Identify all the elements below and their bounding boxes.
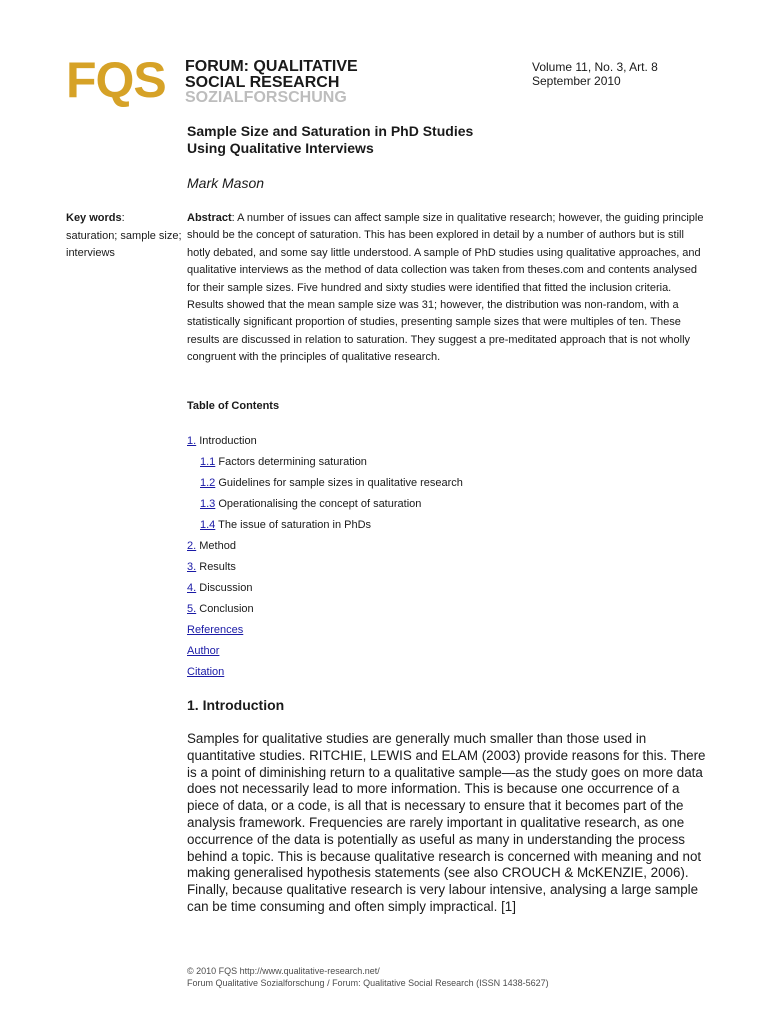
toc-link-5[interactable]: 5. [187,603,197,615]
toc-label: The issue of saturation in PhDs [218,519,372,531]
toc-label: Introduction [199,435,257,447]
toc-label: Factors determining saturation [218,456,367,468]
footer-copyright: © 2010 FQS http://www.qualitative-research.net/ [187,966,380,976]
toc-item-guidelines [187,476,463,497]
issue-date: September 2010 [532,74,621,88]
toc-link-1-3[interactable]: 1.3 [200,498,216,510]
toc-link-1-2[interactable]: 1.2 [200,477,216,489]
volume-number: Volume 11, No. 3, Art. 8 [532,60,658,74]
toc-link-references[interactable]: References [187,624,244,636]
toc-link-1-4[interactable]: 1.4 [200,519,216,531]
toc-link-1[interactable]: 1. [187,435,197,447]
toc-label: Conclusion [199,603,254,615]
toc-item-results [187,560,463,581]
toc-item-discussion [187,581,463,602]
toc-item-saturation-phds [187,518,463,539]
abstract-label: Abstract [187,212,232,224]
logo-line-sozialforschung: SOZIALFORSCHUNG [185,89,347,106]
toc-item-factors [187,455,463,476]
article-title-line-2: Using Qualitative Interviews [187,140,374,156]
toc-link-author[interactable]: Author [187,645,220,657]
toc-link-citation[interactable]: Citation [187,666,225,678]
toc-item-citation [187,665,463,686]
toc-link-1-1[interactable]: 1.1 [200,456,216,468]
page-footer [187,966,549,989]
keywords-label: Key words [66,212,122,224]
toc-item-references [187,623,463,644]
table-of-contents [187,434,463,686]
issue-info [532,60,658,88]
toc-link-2[interactable]: 2. [187,540,197,552]
toc-label: Discussion [199,582,253,594]
abstract-text: : A number of issues can affect sample size in qualitative research; however, the guiding principle should be the concept of saturation. This has been explored in detail by a number of authors but is still hotly debated, and some say little understood. A sample of PhD studies using qualitative approaches, and qualitative interviews as the method of data collection was taken from theses.com and contents analysed for their sample sizes. Five hundred and sixty studies were identified that fitted the inclusion criteria. Results showed that the mean sample size was 31; however, the distribution was non-random, with a statistically significant proportion of studies, presenting sample sizes that were multiples of ten. These results are discussed in relation to saturation. They suggest a pre-meditated approach that is not wholly congruent with the principles of qualitative research. [187,212,704,364]
toc-item-conclusion [187,602,463,623]
logo-line-social-research: SOCIAL RESEARCH [185,73,340,91]
introduction-paragraph: Samples for qualitative studies are generally much smaller than those used in quantitative studies. RITCHIE, LEWIS and ELAM (2003) provide reasons for this. There is a point of diminishing return to a qualitative sample—as the study goes on more data does not necessarily lead to more information. This is because one occurrence of a piece of data, or a code, is all that is necessary to ensure that it becomes part of the analysis framework. Frequencies are rarely important in qualitative research, as one occurrence of the data is potentially as useful as many in understanding the process behind a topic. This is because qualitative research is concerned with meaning and not making generalised hypothesis statements (see also CROUCH & McKENZIE, 2006). Finally, because qualitative research is very labour intensive, analysing a large sample can be time consuming and often simply impractical. [1] [187,731,706,914]
toc-label: Results [199,561,236,573]
toc-item-author [187,644,463,665]
toc-label: Guidelines for sample sizes in qualitative research [218,477,463,489]
article-title [187,123,473,157]
toc-label: Operationalising the concept of saturation [218,498,422,510]
toc-link-3[interactable]: 3. [187,561,197,573]
logo-line-forum: FORUM: QUALITATIVE [185,58,358,75]
article-author: Mark Mason [187,175,265,191]
footer-journal-info: Forum Qualitative Sozialforschung / Forum: Qualitative Social Research (ISSN 1438-5627) [187,977,549,988]
toc-label: Method [199,540,236,552]
toc-item-introduction [187,434,463,455]
keywords-colon: : [121,212,125,224]
keywords-block [66,210,184,263]
toc-link-4[interactable]: 4. [187,582,197,594]
keywords-list: saturation; sample size; interviews [66,229,182,259]
toc-heading: Table of Contents [187,400,280,412]
toc-item-method [187,539,463,560]
logo-text [185,59,405,106]
toc-item-operationalising [187,497,463,518]
logo-mark: FQS [66,52,166,108]
section-heading-introduction: 1. Introduction [187,697,285,713]
article-title-line-1: Sample Size and Saturation in PhD Studies [187,123,474,139]
abstract [187,210,707,367]
